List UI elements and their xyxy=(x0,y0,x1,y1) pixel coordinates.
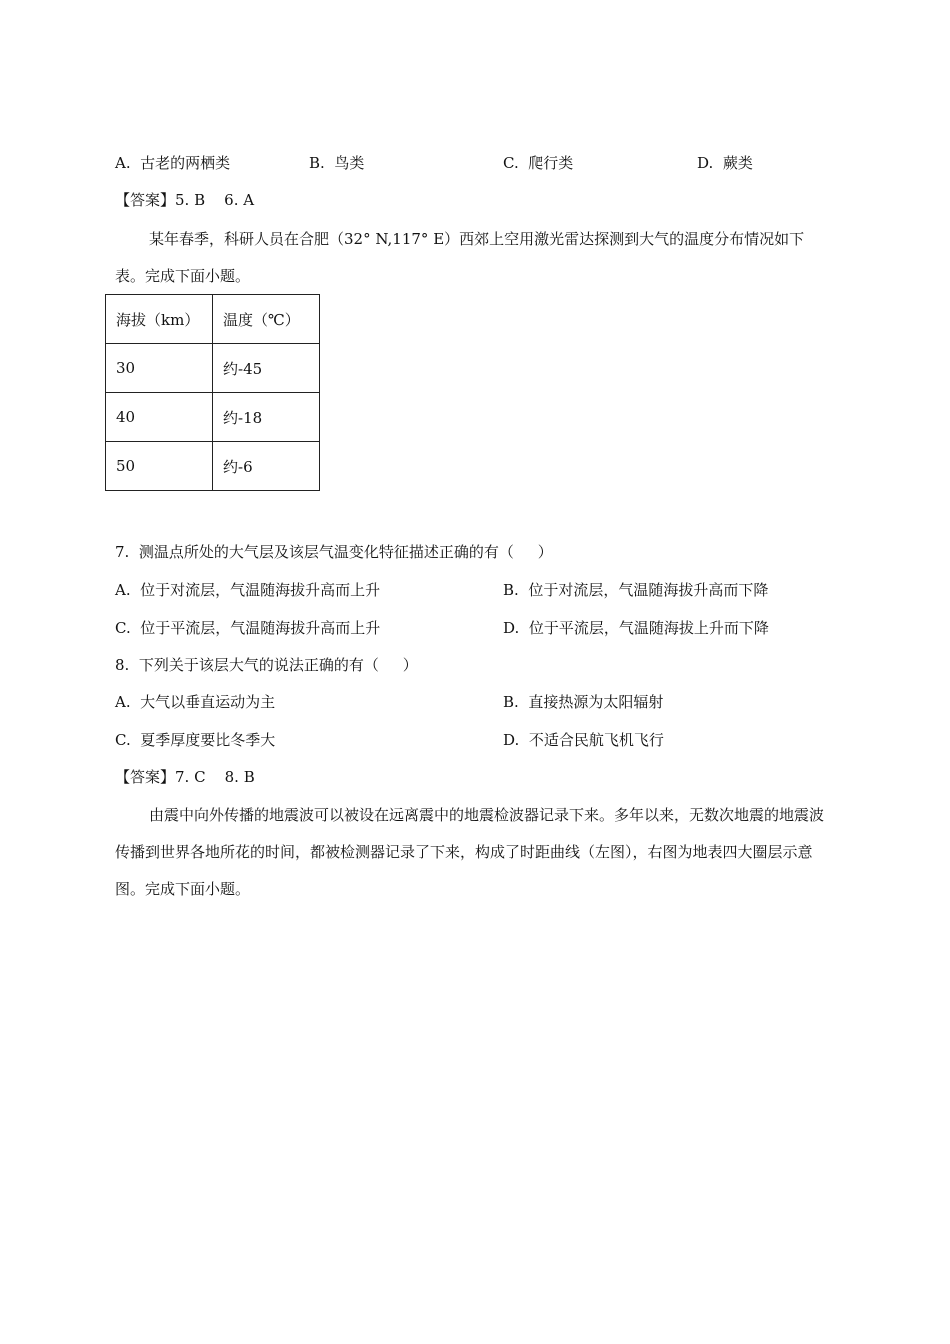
q6-option-d xyxy=(697,153,753,173)
temperature-table xyxy=(105,294,320,491)
option-letter: C. xyxy=(115,731,131,749)
option-letter: B. xyxy=(309,154,325,172)
table-row xyxy=(106,393,320,442)
temperature-cell: 约-18 xyxy=(213,393,320,442)
temperature-cell: 约-45 xyxy=(213,344,320,393)
q8-option-d xyxy=(503,730,664,750)
header-altitude: 海拔（km） xyxy=(106,295,213,344)
answer-5-6: 【答案】5. B 6. A xyxy=(115,191,255,209)
q8-option-a xyxy=(115,692,275,712)
altitude-cell: 30 xyxy=(106,344,213,393)
q7-option-d xyxy=(503,618,769,638)
option-letter: B. xyxy=(503,693,519,711)
option-text: 古老的两栖类 xyxy=(140,154,231,172)
altitude-cell: 50 xyxy=(106,442,213,491)
answer-7-8: 【答案】7. C 8. B xyxy=(115,768,255,786)
option-letter: A. xyxy=(115,581,131,599)
q6-option-b xyxy=(309,153,364,173)
option-letter: B. xyxy=(503,581,519,599)
q8-stem: 8. 下列关于该层大气的说法正确的有（ ） xyxy=(115,656,418,674)
option-text: 位于对流层，气温随海拔升高而下降 xyxy=(528,581,769,599)
option-letter: C. xyxy=(115,619,131,637)
option-text: 大气以垂直运动为主 xyxy=(140,693,276,711)
table-row xyxy=(106,442,320,491)
option-text: 蕨类 xyxy=(722,154,753,172)
q7-stem: 7. 测温点所处的大气层及该层气温变化特征描述正确的有（ ） xyxy=(115,543,553,561)
option-letter: D. xyxy=(503,619,520,637)
option-text: 位于平流层，气温随海拔升高而上升 xyxy=(140,619,381,637)
altitude-cell: 40 xyxy=(106,393,213,442)
option-letter: C. xyxy=(503,154,519,172)
q7-option-c xyxy=(115,618,380,638)
table-row xyxy=(106,344,320,393)
q8-option-c xyxy=(115,730,275,750)
option-text: 爬行类 xyxy=(528,154,574,172)
q7-option-a xyxy=(115,580,380,600)
passage-temperature: 某年春季，科研人员在合肥（32° N,117° E）西郊上空用激光雷达探测到大气的温度分布情况如下表。完成下面小题。 xyxy=(115,230,805,285)
option-letter: D. xyxy=(697,154,714,172)
q6-option-a xyxy=(115,153,230,173)
option-letter: D. xyxy=(503,731,520,749)
option-text: 夏季厚度要比冬季大 xyxy=(140,731,276,749)
header-temperature: 温度（℃） xyxy=(213,295,320,344)
option-text: 不适合民航飞机飞行 xyxy=(528,731,664,749)
option-letter: A. xyxy=(115,693,131,711)
q8-option-b xyxy=(503,692,663,712)
temperature-cell: 约-6 xyxy=(213,442,320,491)
passage-seismic: 由震中向外传播的地震波可以被设在远离震中的地震检波器记录下来。多年以来，无数次地震的地震波传播到世界各地所花的时间，都被检测器记录了下来，构成了时距曲线（左图），右图为地表四大圈层示意图。完成下面小题。 xyxy=(115,806,825,898)
option-text: 位于平流层，气温随海拔上升而下降 xyxy=(528,619,769,637)
option-text: 鸟类 xyxy=(334,154,365,172)
table-header-row xyxy=(106,295,320,344)
q7-option-b xyxy=(503,580,768,600)
option-text: 直接热源为太阳辐射 xyxy=(528,693,664,711)
option-text: 位于对流层，气温随海拔升高而上升 xyxy=(140,581,381,599)
option-letter: A. xyxy=(115,154,131,172)
q6-option-c xyxy=(503,153,573,173)
